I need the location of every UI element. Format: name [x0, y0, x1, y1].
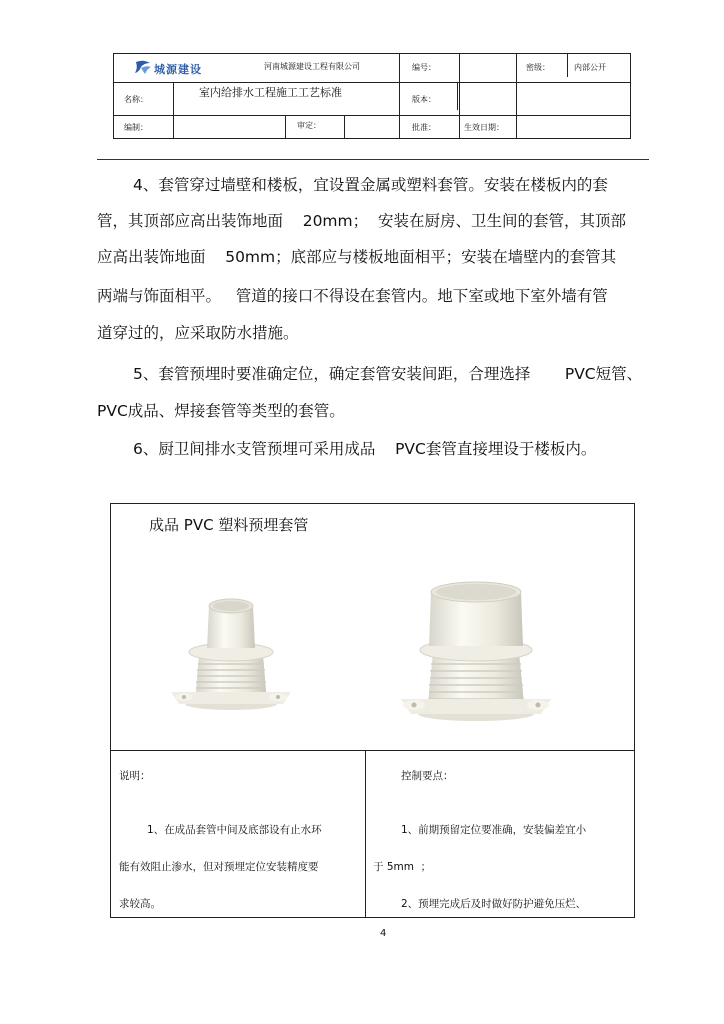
figure-title: 成品 PVC 塑料预埋套管	[149, 516, 309, 534]
pvc-sleeve-photo	[111, 544, 634, 749]
paragraph-4-line-5: 道穿过的，应采取防水措施。	[97, 324, 299, 342]
name-label: 名称：	[124, 95, 148, 104]
control-point-line-3: 2、预埋完成后及时做好防护避免压烂、	[401, 898, 587, 910]
description-line-2: 能有效阻止渗水，但对预埋定位安装精度要	[119, 861, 319, 873]
effective-date-label: 生效日期：	[464, 123, 504, 132]
number-label: 编号：	[412, 63, 436, 72]
paragraph-4-line-3: 应高出装饰地面 50mm；底部应与楼板地面相平；安装在墙壁内的套管其	[97, 248, 617, 266]
figure-column-divider	[365, 750, 366, 917]
small-pvc-sleeve	[171, 599, 291, 710]
logo-mark-icon	[134, 59, 152, 76]
control-point-line-1: 1、前期预留定位要准确，安装偏差宜小	[401, 824, 587, 836]
paragraph-5-line-1: 5、套管预埋时要准确定位，确定套管安装间距，合理选择 PVC短管、	[133, 365, 643, 383]
version-label: 版本：	[412, 95, 436, 104]
paragraph-4-line-4: 两端与饰面相平。 管道的接口不得设在套管内。地下室或地下室外墙有管	[97, 287, 608, 305]
page-number: 4	[380, 928, 387, 939]
author-label: 编制：	[124, 123, 148, 132]
description-heading: 说明：	[119, 770, 151, 782]
document-name: 室内给排水工程施工工艺标准	[199, 86, 342, 99]
description-line-1: 1、在成品套管中间及底部设有止水环	[147, 824, 322, 836]
logo-text: 城源建设	[154, 63, 202, 76]
reviewer-label: 审定：	[297, 121, 321, 130]
paragraph-4-line-1: 4、套管穿过墙壁和楼板，宜设置金属或塑料套管。安装在楼板内的套	[133, 176, 608, 194]
paragraph-5-line-2: PVC成品、焊接套管等类型的套管。	[97, 402, 345, 420]
company-name: 河南城源建设工程有限公司	[264, 62, 360, 71]
approver-label: 批准：	[412, 123, 436, 132]
figure-row-divider	[111, 750, 634, 751]
paragraph-6-line-1: 6、厨卫间排水支管预埋可采用成品 PVC套管直接埋设于楼板内。	[133, 440, 597, 458]
document-header-table	[113, 53, 631, 139]
control-points-heading: 控制要点：	[401, 770, 454, 782]
secret-level-value: 内部公开	[574, 63, 606, 72]
secret-level-label: 密级：	[526, 63, 550, 72]
header-divider	[97, 159, 649, 160]
company-logo	[134, 59, 218, 76]
control-point-line-2: 于 5mm ；	[373, 861, 432, 873]
paragraph-4-line-2: 管，其顶部应高出装饰地面 20mm； 安装在厨房、卫生间的套管，其顶部	[97, 212, 626, 230]
description-line-3: 求较高。	[119, 898, 161, 910]
large-pvc-sleeve	[401, 582, 551, 721]
figure-table	[110, 503, 635, 918]
